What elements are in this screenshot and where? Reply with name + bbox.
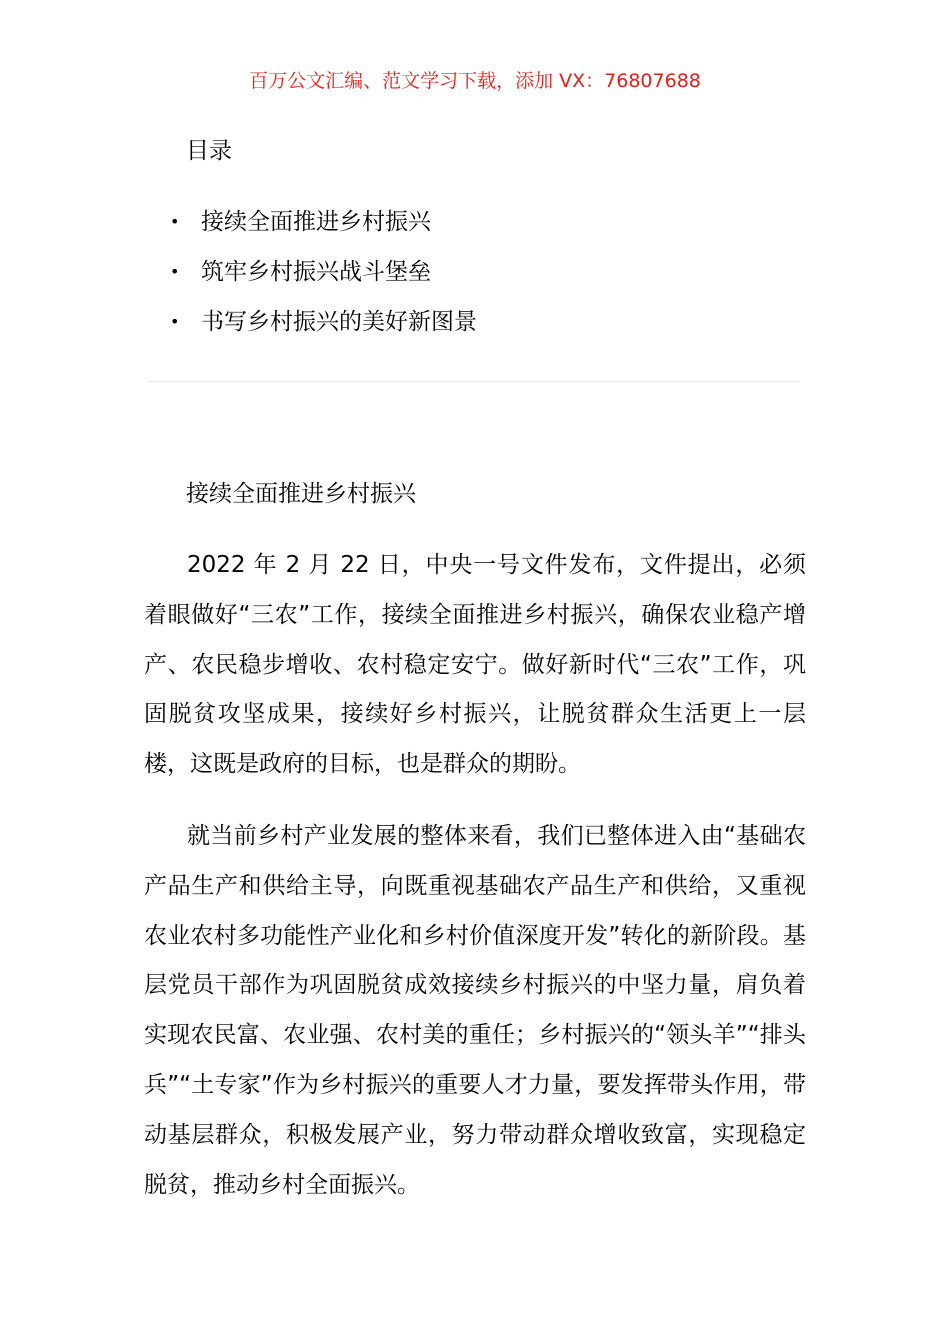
toc-title: 目录 [186,138,232,164]
toc-item[interactable] [168,305,477,339]
bullet-icon: • [170,312,180,331]
toc-item[interactable] [168,205,477,239]
bullet-icon: • [170,262,180,281]
toc-item-label: 接续全面推进乡村振兴 [201,209,431,235]
body-paragraph: 2022 年 2 月 22 日，中央一号文件发布，文件提出，必须着眼做好“三农”工作，接续全面推进乡村振兴，确保农业稳产增产、农民稳步增收、农村稳定安宁。做好新时代“三农”工作，巩固脱贫攻坚成果，接续好乡村振兴，让脱贫群众生活更上一层楼，这既是政府的目标，也是群众的期盼。 [144,552,806,778]
header-note: 百万公文汇编、范文学习下载，添加 VX：76807688 [249,70,701,92]
toc-item-label: 筑牢乡村振兴战斗堡垒 [201,259,431,285]
divider [148,381,800,382]
toc-item[interactable] [168,255,477,289]
toc-item-label: 书写乡村振兴的美好新图景 [201,309,477,335]
section-heading: 接续全面推进乡村振兴 [186,481,416,507]
toc-list [168,205,477,355]
body-paragraph: 就当前乡村产业发展的整体来看，我们已整体进入由“基础农产品生产和供给主导，向既重视基础农产品生产和供给，又重视农业农村多功能性产业化和乡村价值深度开发”转化的新阶段。基层党员干部作为巩固脱贫成效接续乡村振兴的中坚力量，肩负着实现农民富、农业强、农村美的重任；乡村振兴的“领头羊”“排头兵”“土专家”作为乡村振兴的重要人才力量，要发挥带头作用，带动基层群众，积极发展产业，努力带动群众增收致富，实现稳定脱贫，推动乡村全面振兴。 [144,823,806,1198]
bullet-icon: • [170,212,180,231]
